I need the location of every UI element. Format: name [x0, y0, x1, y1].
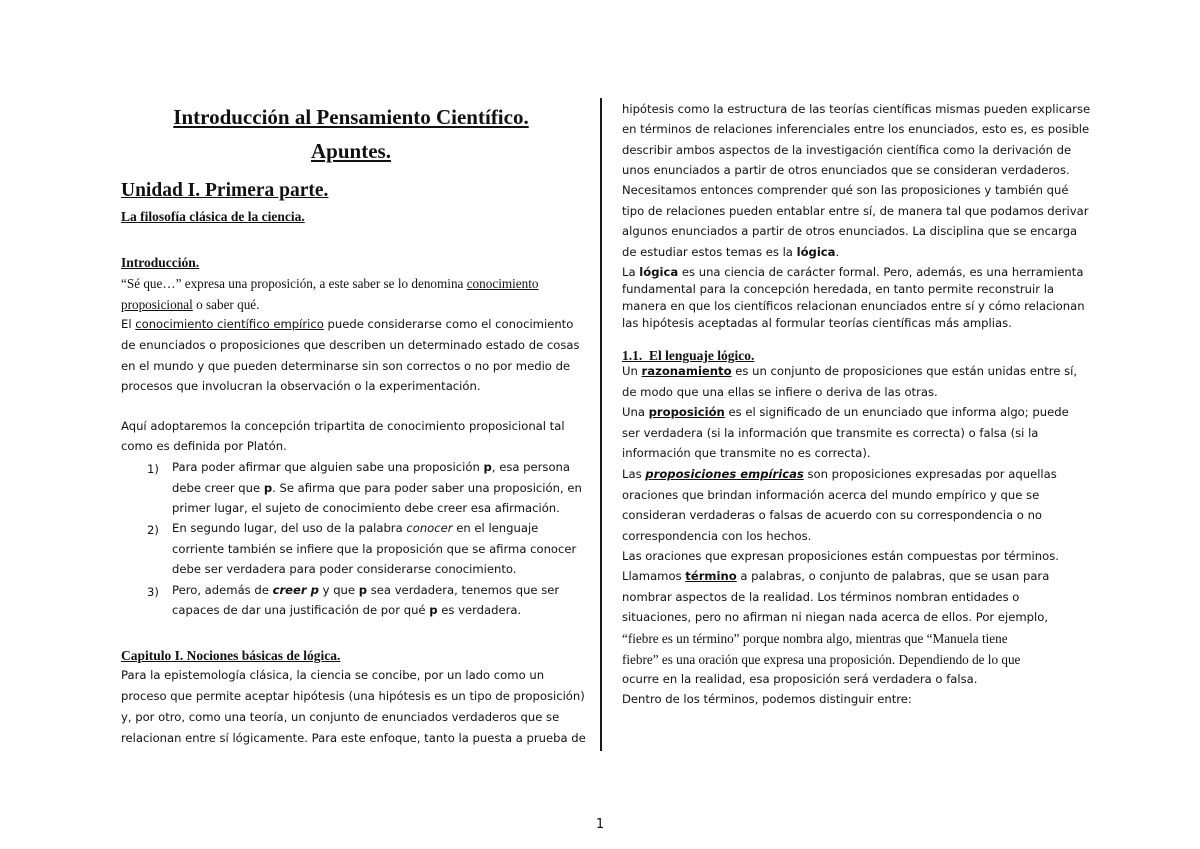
- right-line: nombrar aspectos de la realidad. Los términos nombran entidades o: [622, 590, 1020, 604]
- right-line: situaciones, pero no afirman ni niegan nada acerca de ellos. Por ejemplo,: [622, 610, 1049, 624]
- left-line: de enunciados o proposiciones que describen un determinado estado de cosas: [121, 338, 580, 352]
- right-line: de estudiar estos temas es la lógica.: [622, 245, 840, 259]
- right-line: algunos enunciados a partir de otros enunciados. La disciplina que se encarga: [622, 224, 1078, 238]
- list-number: 2): [147, 523, 159, 537]
- list-item-line: primer lugar, el sujeto de conocimiento debe creer esa afirmación.: [172, 501, 560, 515]
- document-title-line1: Introducción al Pensamiento Científico.: [173, 105, 529, 129]
- unit-title: Unidad I. Primera parte.: [121, 180, 329, 201]
- right-line: consideran verdaderas o falsas de acuerdo con su correspondencia o no: [622, 508, 1043, 522]
- list-item-line: debe ser verdadera para poder considerarse conocimiento.: [172, 562, 517, 576]
- left-line: “Sé que…” expresa una proposición, a este saber se lo denomina conocimiento: [121, 276, 539, 291]
- list-item-line: En segundo lugar, del uso de la palabra conocer en el lenguaje: [172, 521, 539, 535]
- right-line: fiebre” es una oración que expresa una proposición. Dependiendo de lo que: [622, 652, 1021, 667]
- list-item-line: corriente también se infiere que la proposición que se afirma conocer: [172, 542, 577, 556]
- left-line: relacionan entre sí lógicamente. Para este enfoque, tanto la puesta a prueba de: [121, 731, 586, 745]
- right-line: describir ambos aspectos de la investigación científica como la derivación de: [622, 143, 1072, 157]
- left-line: en el mundo y que pueden determinarse sin son correctos o no por medio de: [121, 359, 571, 373]
- right-line: de modo que una ellas se infiere o deriva de las otras.: [622, 385, 938, 399]
- right-line: correspondencia con los hechos.: [622, 529, 812, 543]
- right-line: Necesitamos entonces comprender qué son las proposiciones y también qué: [622, 183, 1069, 197]
- page-number: 1: [595, 817, 605, 832]
- list-item-line: Para poder afirmar que alguien sabe una proposición p, esa persona: [172, 460, 571, 474]
- right-line: La lógica es una ciencia de carácter formal. Pero, además, es una herramienta: [622, 265, 1084, 279]
- left-line: procesos que involucran la observación o la experimentación.: [121, 379, 481, 393]
- left-line: como es definida por Platón.: [121, 439, 287, 453]
- left-line: proposicional o saber qué.: [121, 297, 260, 312]
- right-line: Un razonamiento es un conjunto de proposiciones que están unidas entre sí,: [622, 364, 1078, 378]
- right-line: ser verdadera (si la información que transmite es correcta) o falsa (si la: [622, 426, 1039, 440]
- right-line: fundamental para la concepción heredada, en tanto permite reconstruir la: [622, 282, 1055, 296]
- right-line: ocurre en la realidad, esa proposición será verdadera o falsa.: [622, 672, 978, 686]
- intro-heading: Introducción.: [121, 255, 200, 270]
- right-line: Llamamos término a palabras, o conjunto de palabras, que se usan para: [622, 569, 1050, 583]
- left-line: Para la epistemología clásica, la ciencia se concibe, por un lado como un: [121, 668, 545, 682]
- right-line: tipo de relaciones pueden entablar entre sí, de manera tal que podamos derivar: [622, 204, 1089, 218]
- left-line: y, por otro, como una teoría, un conjunto de enunciados verdaderos que se: [121, 710, 560, 724]
- right-line: oraciones que brindan información acerca del mundo empírico y que se: [622, 488, 1040, 502]
- left-line: Aquí adoptaremos la concepción tripartita de conocimiento proposicional tal: [121, 419, 565, 433]
- right-line: Las proposiciones empíricas son proposiciones expresadas por aquellas: [622, 467, 1057, 481]
- list-item-line: debe creer que p. Se afirma que para poder saber una proposición, en: [172, 481, 582, 495]
- list-item-line: capaces de dar una justificación de por qué p es verdadera.: [172, 603, 522, 617]
- right-line: Dentro de los términos, podemos distinguir entre:: [622, 692, 912, 706]
- unit-subtitle: La filosofía clásica de la ciencia.: [121, 209, 305, 224]
- right-line: información que transmite no es correcta).: [622, 446, 871, 460]
- right-line: las hipótesis aceptadas al formular teorías científicas más amplias.: [622, 316, 1012, 330]
- list-number: 3): [147, 585, 159, 599]
- right-line: hipótesis como la estructura de las teorías científicas mismas pueden explicarse: [622, 102, 1091, 116]
- right-line: manera en que los científicos relacionan enunciados entre sí y cómo relacionan: [622, 299, 1085, 313]
- right-line: Una proposición es el significado de un enunciado que informa algo; puede: [622, 405, 1069, 419]
- left-line: El conocimiento científico empírico puede considerarse como el conocimiento: [121, 317, 574, 331]
- right-line: Las oraciones que expresan proposiciones están compuestas por términos.: [622, 549, 1059, 563]
- list-item-line: Pero, además de creer p y que p sea verdadera, tenemos que ser: [172, 583, 560, 597]
- document-title-line2: Apuntes.: [311, 139, 391, 163]
- list-number: 1): [147, 462, 159, 476]
- right-line: “fiebre es un término” porque nombra algo, mientras que “Manuela tiene: [622, 631, 1008, 646]
- right-line: unos enunciados a partir de otros enunciados que se consideran verdaderos.: [622, 163, 1070, 177]
- chapter-heading: Capitulo I. Nociones básicas de lógica.: [121, 648, 341, 663]
- left-line: proceso que permite aceptar hipótesis (una hipótesis es un tipo de proposición): [121, 689, 585, 703]
- right-line: en términos de relaciones inferenciales entre los enunciados, esto es, es posible: [622, 122, 1090, 136]
- section-heading: 1.1. El lenguaje lógico.: [622, 348, 755, 363]
- column-divider: [600, 98, 602, 751]
